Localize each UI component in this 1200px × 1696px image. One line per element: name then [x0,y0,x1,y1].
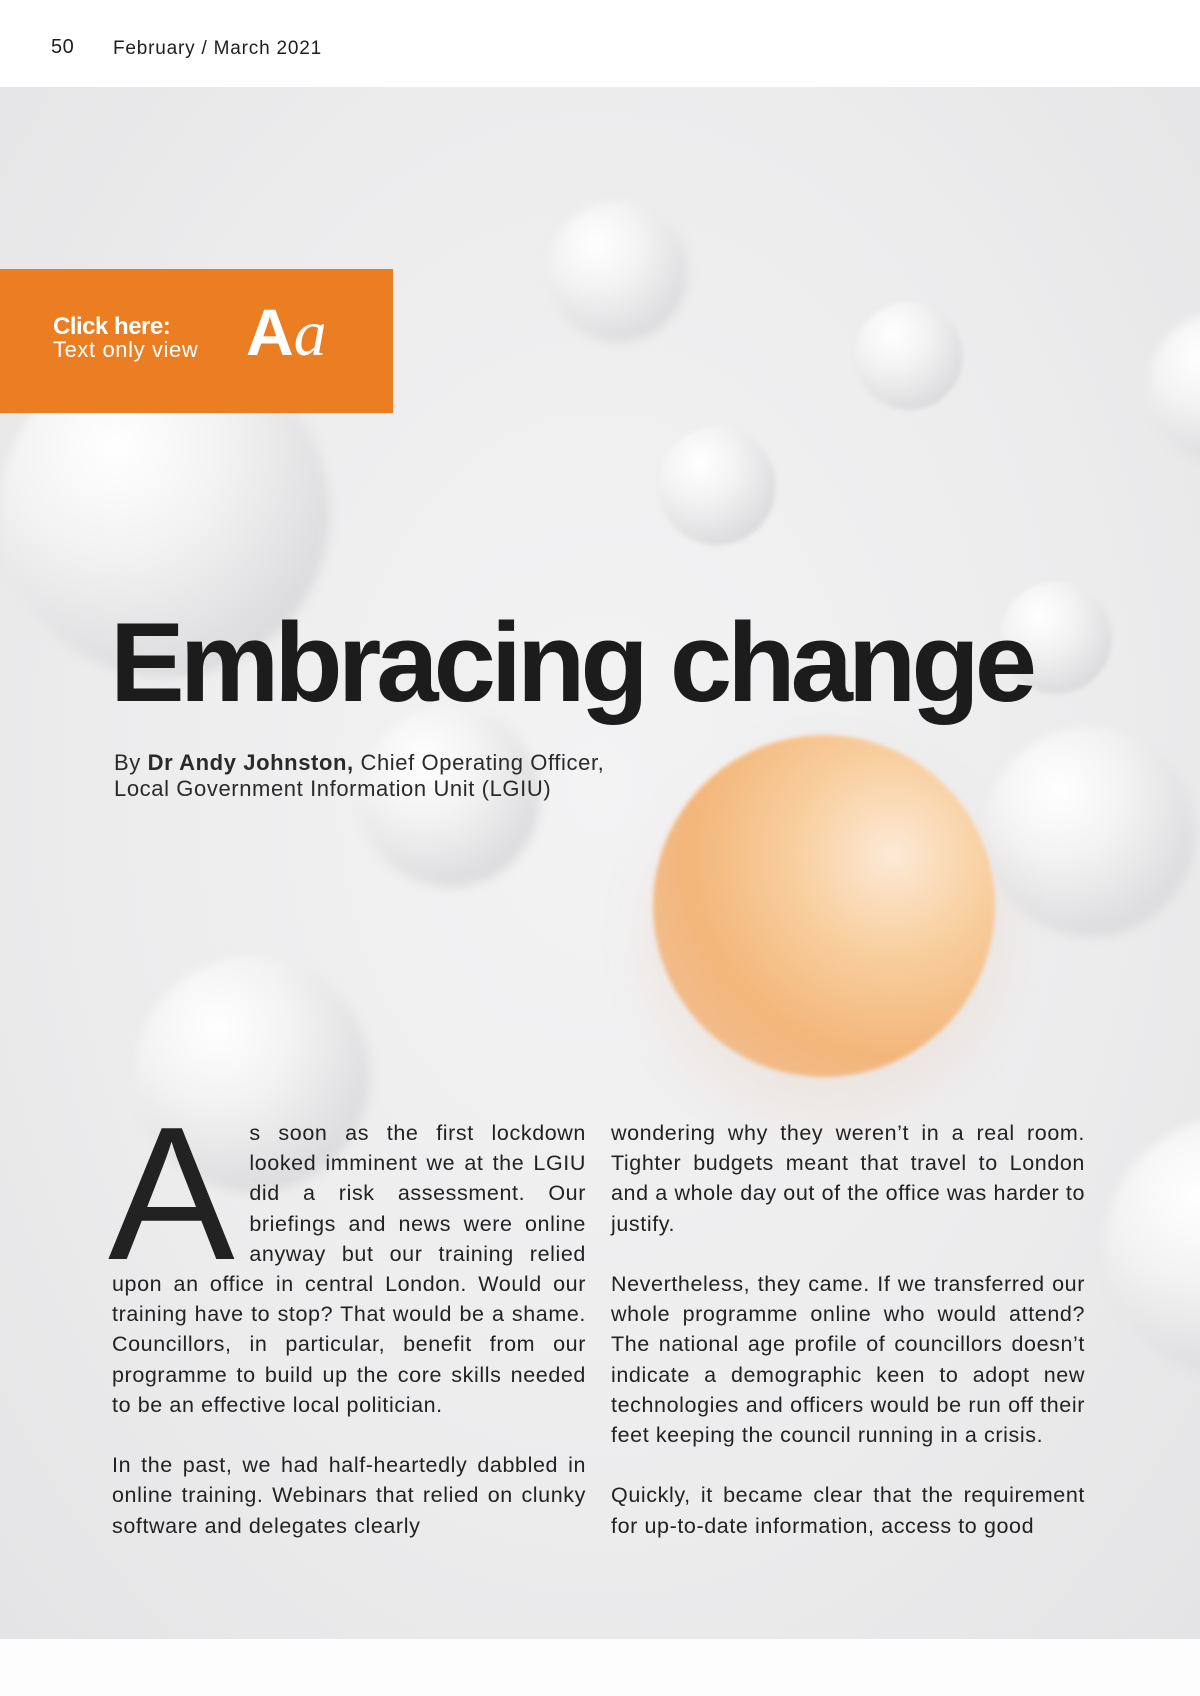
author-organisation: Local Government Information Unit (LGIU) [114,776,552,801]
background-sphere [855,302,963,410]
article-column-right [611,1118,1085,1571]
byline-prefix: By [114,750,148,775]
cta-label: Text only view [53,337,199,362]
author-name: Dr Andy Johnston, [147,750,354,775]
background-sphere [1148,312,1200,462]
orange-sphere [653,735,995,1077]
byline [114,750,604,802]
page-number: 50 [51,36,75,58]
article-title: Embracing change [110,600,1033,725]
page-footer [0,1639,1200,1696]
cta-label-bold: Click here: [53,313,171,340]
text-only-view-button[interactable] [0,269,393,413]
text-size-icon: Aa [246,295,327,370]
paragraph: In the past, we had half-heartedly dabbled in online training. Webinars that relied on clunky software and delegates clearly [112,1453,586,1538]
paragraph-text: s soon as the first lockdown looked imminent we at the LGIU did a risk assessment. Our briefings and news were online anyway but our training relied upon an office in central London. Would our training have to stop? That would be a shame. Councillors, in particular, benefit from our programme to build up the core skills needed to be an effective local politician. [112,1121,586,1417]
background-sphere [548,202,688,342]
paragraph [108,1088,586,1420]
background-sphere [985,727,1195,937]
background-sphere [658,427,776,545]
paragraph: Quickly, it became clear that the requirement for up-to-date information, access to good [611,1483,1085,1538]
paragraph: wondering why they weren’t in a real room. Tighter budgets meant that travel to London and a whole day out of the office was harder to justify. [611,1121,1085,1236]
paragraph: Nevertheless, they came. If we transferred our whole programme online who would attend? The national age profile of councillors doesn’t indicate a demographic keen to adopt new technologies and officers would be run off their feet keeping the council running in a crisis. [611,1272,1085,1448]
drop-cap: A [108,1088,236,1300]
background-sphere [1105,1117,1200,1377]
page-header [0,0,1200,87]
issue-date: February / March 2021 [113,38,322,59]
author-role: Chief Operating Officer, [353,750,605,775]
article-column-left [108,1088,586,1571]
